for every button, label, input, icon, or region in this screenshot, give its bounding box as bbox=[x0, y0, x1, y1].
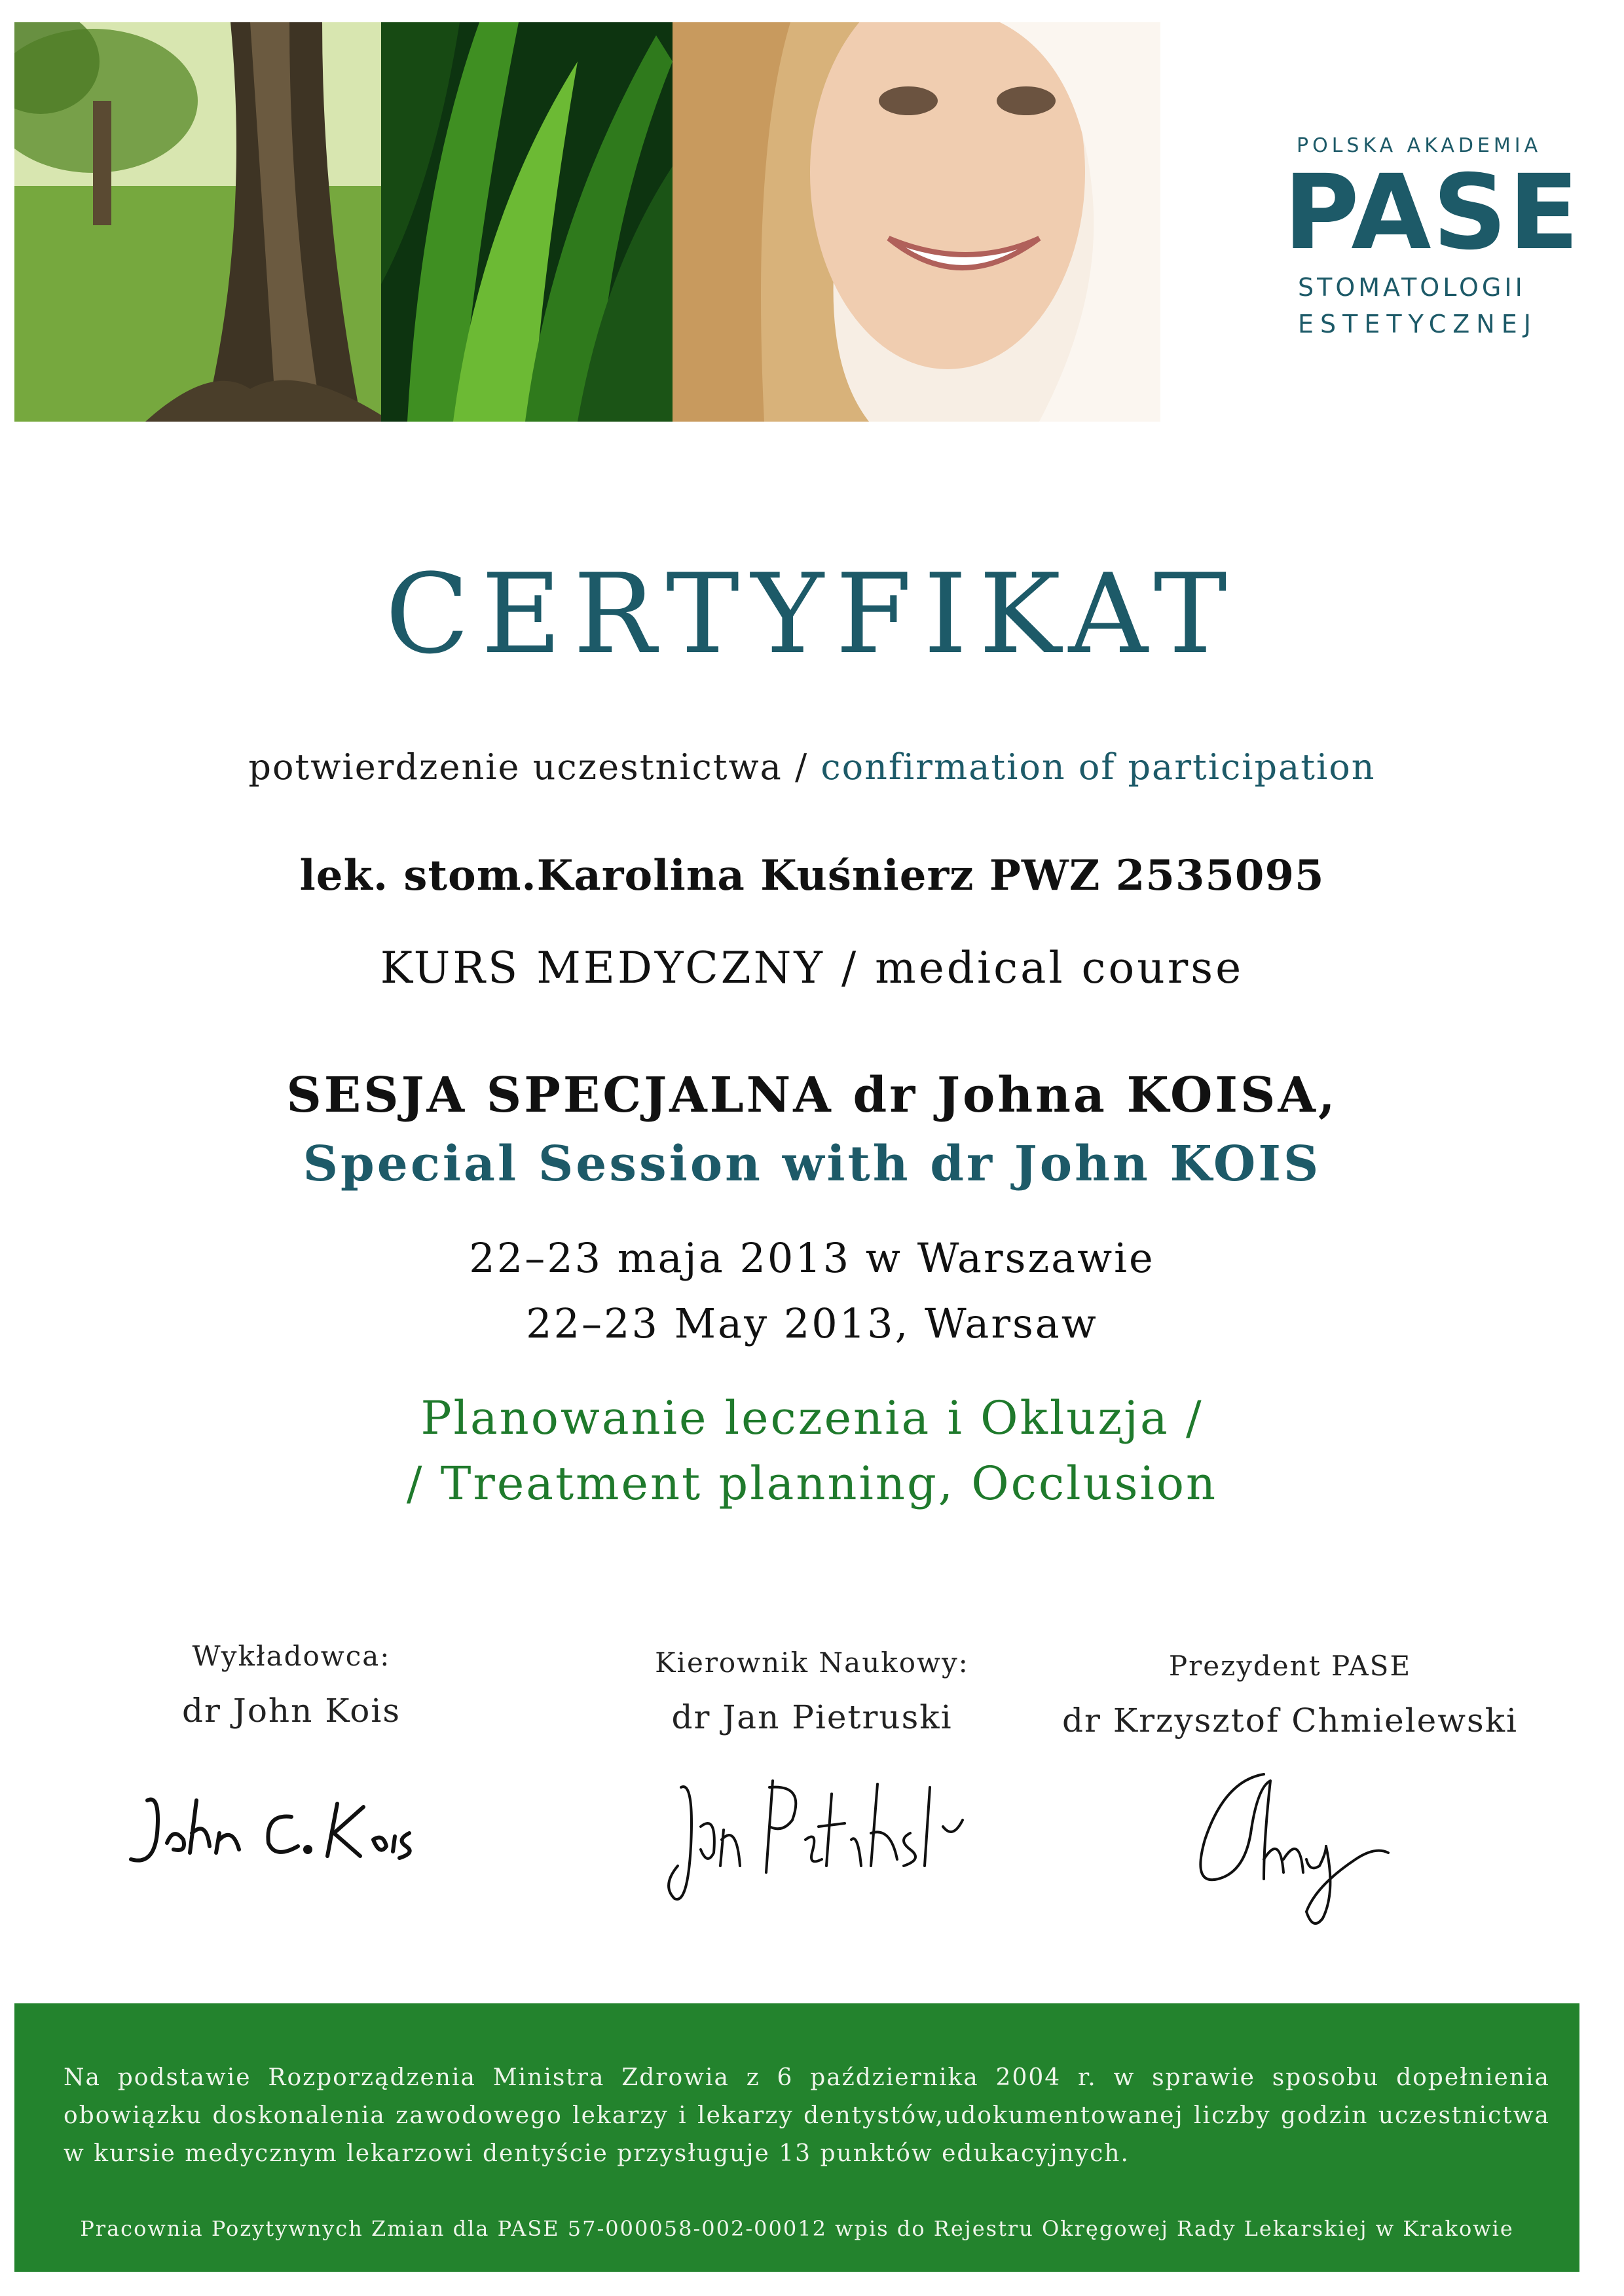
footer-band bbox=[14, 2003, 1579, 2272]
signature-block-president bbox=[1061, 1650, 1519, 1740]
logo-line-academy: POLSKA AKADEMIA bbox=[1297, 134, 1542, 157]
logo-line-stomatology: STOMATOLOGII bbox=[1298, 273, 1526, 302]
footer-legal-text: Na podstawie Rozporządzenia Ministra Zdrowia z 6 października 2004 r. w sprawie sposobu dopełnienia obowiązku doskonalenia zawodowego lekarzy i lekarzy dentystów,udokumentowanej liczby godzin uczestnictwa w kursie medycznym lekarzowi dentyście przysługuje 13 punktów edukacyjnych. bbox=[64, 2064, 1550, 2167]
logo-line-aesthetic: ESTETYCZNEJ bbox=[1298, 310, 1538, 338]
footer-registration-note: Pracownia Pozytywnych Zmian dla PASE 57-000058-002-00012 wpis do Rejestru Okręgowej Rady Lekarskiej w Krakowie bbox=[80, 2216, 1514, 2241]
signature-name: dr Jan Pietruski bbox=[671, 1698, 953, 1736]
signature-block-lecturer bbox=[62, 1640, 521, 1730]
forest-tree-photo bbox=[14, 22, 381, 422]
confirmation-line bbox=[0, 746, 1624, 788]
handwritten-signature-kois bbox=[121, 1781, 422, 1879]
signature-role: Wykładowca: bbox=[192, 1640, 391, 1672]
green-leaves-photo bbox=[381, 22, 673, 422]
header-photo-strip bbox=[14, 22, 1160, 422]
signature-block-director bbox=[583, 1647, 1041, 1736]
signature-role: Prezydent PASE bbox=[1168, 1650, 1412, 1682]
participant-name: lek. stom.Karolina Kuśnierz PWZ 2535095 bbox=[299, 851, 1325, 900]
handwritten-signature-chmielewski bbox=[1166, 1761, 1401, 1931]
certificate-title: CERTYFIKAT bbox=[385, 550, 1239, 678]
session-title-pl: SESJA SPECJALNA dr Johna KOISA, bbox=[286, 1067, 1338, 1123]
smiling-woman-photo bbox=[673, 22, 1160, 422]
confirmation-en: confirmation of participation bbox=[821, 746, 1376, 788]
topic-en: / Treatment planning, Occlusion bbox=[406, 1457, 1218, 1510]
date-pl: 22–23 maja 2013 w Warszawie bbox=[469, 1234, 1155, 1282]
course-type: KURS MEDYCZNY / medical course bbox=[380, 943, 1244, 993]
logo-mark: PASE bbox=[1283, 153, 1581, 273]
topic-pl: Planowanie leczenia i Okluzja / bbox=[420, 1391, 1204, 1445]
date-en: 22–23 May 2013, Warsaw bbox=[526, 1300, 1098, 1347]
signature-name: dr John Kois bbox=[181, 1692, 401, 1730]
session-title-en: Special Session with dr John KOIS bbox=[303, 1136, 1321, 1192]
confirmation-pl: potwierdzenie uczestnictwa / bbox=[248, 746, 809, 788]
signature-role: Kierownik Naukowy: bbox=[655, 1647, 969, 1679]
handwritten-signature-pietruski bbox=[655, 1768, 969, 1912]
signature-name: dr Krzysztof Chmielewski bbox=[1061, 1702, 1519, 1740]
pase-logo bbox=[1283, 134, 1581, 350]
